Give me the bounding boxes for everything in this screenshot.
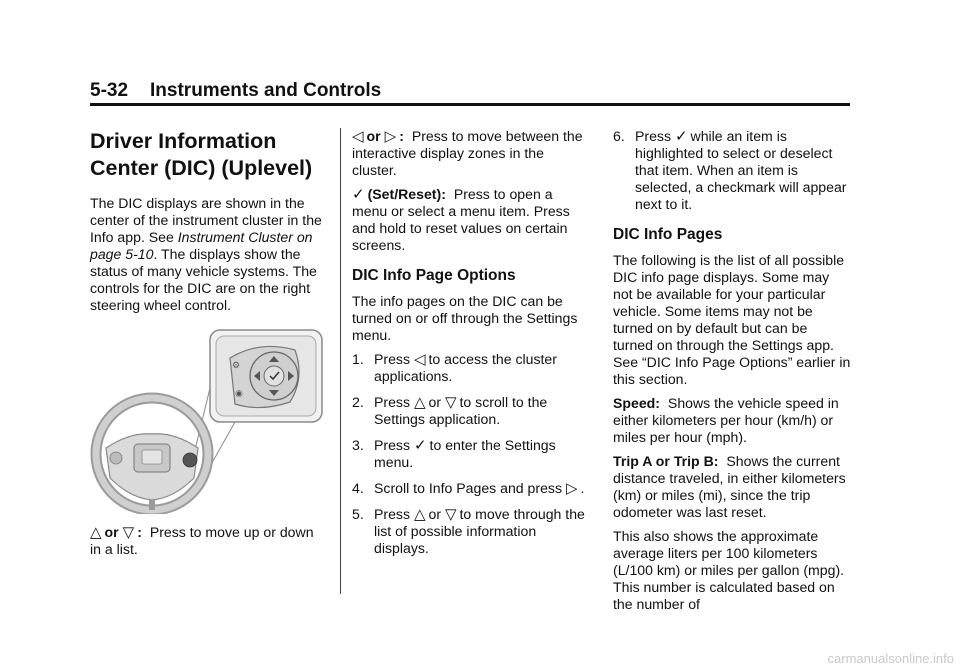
down-triangle-icon: ▽ [122,524,135,541]
right-triangle-icon: ▷ [565,480,578,497]
steering-wheel-svg [90,328,328,514]
cross-reference-link[interactable]: Instrument Cluster on page 5-10 [90,229,313,262]
steps-list-continued [613,128,851,213]
left-right-paragraph: ◁ or ▷ : Press to move between the interactive display zones in the cluster. [352,128,583,178]
checkmark-icon: ✓ [413,437,427,454]
list-item: 2. Press △ or ▽ to scroll to the Settings application. [352,394,548,427]
svg-text:⚙: ⚙ [232,360,241,370]
svg-text:◉: ◉ [235,388,243,398]
watermark: carmanualsonline.info [827,651,954,666]
left-triangle-icon: ◁ [413,351,426,368]
trip-paragraph: Trip A or Trip B: Shows the current distance traveled, in either kilometers (km) or miles (mi), since the trip odometer was last reset. [613,453,846,520]
list-item: 4. Scroll to Info Pages and press ▷ . [352,480,585,497]
steering-wheel-illustration [90,328,328,514]
down-triangle-icon: ▽ [444,506,457,523]
page-title: Driver Information Center (DIC) (Uplevel) [90,129,313,180]
up-triangle-icon: △ [90,524,102,541]
speed-paragraph: Speed: Shows the vehicle speed in either kilometers per hour (km/h) or miles per hour (mph). [613,395,839,445]
page-header [90,80,381,102]
up-triangle-icon: △ [413,506,426,523]
pages-intro: The following is the list of all possible DIC info page displays. Some may not be available for your particular vehicle. Some items may not be turned on by default but can be turned on through the Settings app. See “DIC Info Page Options” earlier in this section. [613,252,851,387]
list-item: 3. Press ✓ to enter the Settings menu. [352,437,556,470]
list-item: 5. Press △ or ▽ to move through the list of possible information displays. [352,506,585,556]
column-divider [340,128,341,594]
list-item: 6. Press ✓ while an item is highlighted to select or deselect that item. When an item is selected, a checkmark will appear next to it. [613,128,847,212]
column-2 [352,128,590,566]
left-triangle-icon: ◁ [352,128,364,145]
page-number: 5-32 [90,80,129,101]
up-down-paragraph: △ or ▽ : Press to move up or down in a list. [90,524,314,557]
section-title: Instruments and Controls [150,80,382,101]
checkmark-icon: ✓ [674,128,688,145]
checkmark-icon: ✓ [352,186,365,203]
column-1 [90,128,328,565]
down-triangle-icon: ▽ [444,394,457,411]
intro-paragraph: The DIC displays are shown in the center of the instrument cluster in the Info app. See Instrument Cluster on page 5-10. The displays show the status of many vehicle systems. The controls for the DIC are on the right steering wheel control. [90,195,322,313]
up-triangle-icon: △ [413,394,426,411]
header-rule [90,103,850,106]
column-3 [613,128,851,620]
set-reset-paragraph: ✓ (Set/Reset): Press to open a menu or select a menu item. Press and hold to reset values on certain screens. [352,186,570,253]
trip-more-paragraph: This also shows the approximate average liters per 100 kilometers (L/100 km) or miles per gallon (mpg). This number is calculated based on the number of [613,528,845,612]
options-intro: The info pages on the DIC can be turned on or off through the Settings menu. [352,293,578,343]
section-heading-options: DIC Info Page Options [352,267,516,284]
section-heading-pages: DIC Info Pages [613,226,723,243]
list-item: 1. Press ◁ to access the cluster applications. [352,351,557,384]
steps-list [352,351,590,557]
right-triangle-icon: ▷ [384,128,397,145]
